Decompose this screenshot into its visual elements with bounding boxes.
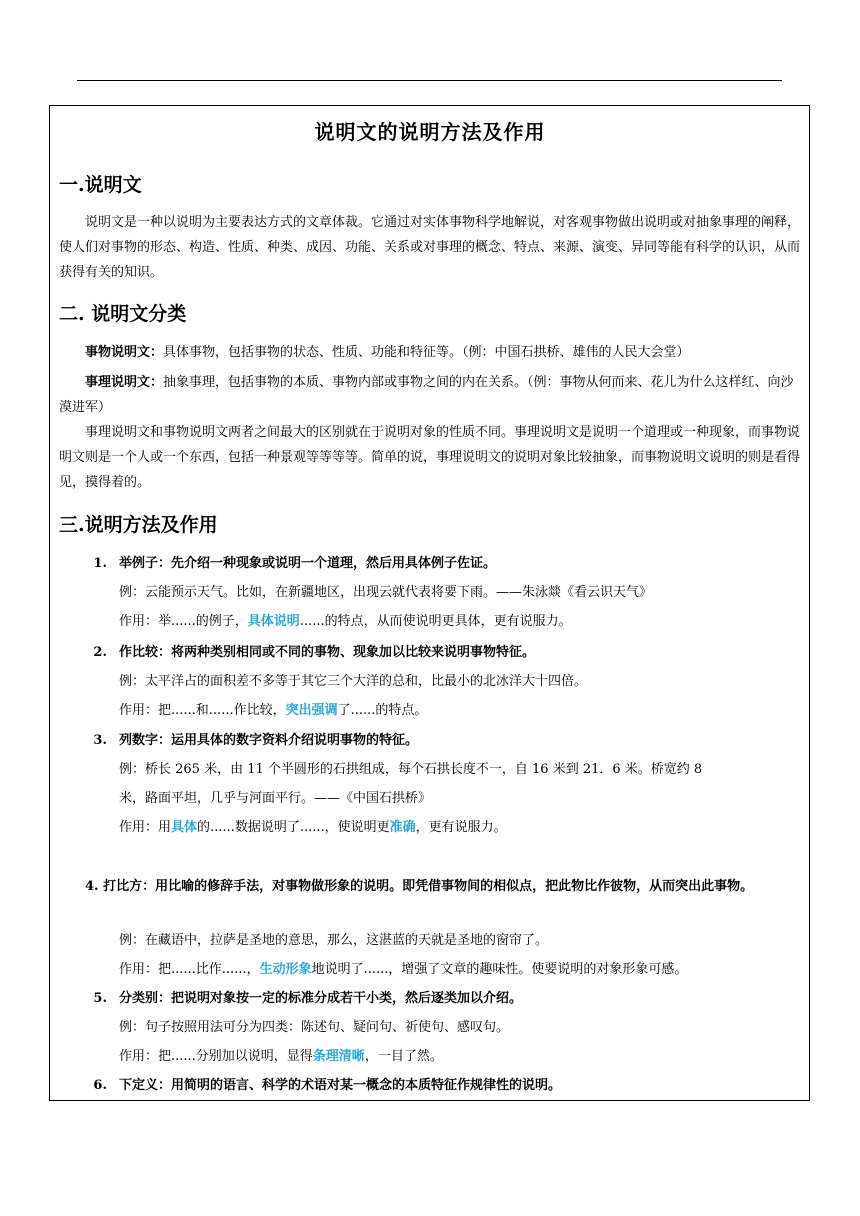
item-3-example-line-1: 例：桥长 265 米，由 11 个半圆形的石拱组成，每个石拱长度不一，自 16 米到 21．6 米。桥宽约 8: [119, 762, 703, 777]
highlight-keyword: 具体说明: [247, 614, 300, 629]
method-item-4: [59, 874, 803, 899]
effect-text: 地说明了......，增强了文章的趣味性。使要说明的对象形象可感。: [311, 962, 688, 977]
label-reason-expository: 事理说明文：: [85, 375, 164, 390]
item-5-example: 例：句子按照用法可分为四类：陈述句、疑问句、祈使句、感叹句。: [119, 1020, 510, 1035]
item-1-example: 例：云能预示天气。比如，在新疆地区，出现云就代表将要下雨。——朱泳燚《看云识天气》: [119, 585, 653, 600]
highlight-keyword: 生动形象: [259, 962, 312, 977]
method-item-5: [59, 986, 803, 1011]
effect-text: 作用：把......比作......，: [119, 962, 260, 977]
section-heading-3: 三.说明方法及作用: [59, 514, 218, 536]
effect-text: 作用：把......分别加以说明，显得: [119, 1049, 313, 1064]
section-heading-2: 二. 说明文分类: [59, 303, 187, 325]
method-item-6: [59, 1073, 803, 1098]
item-5-effect: [119, 1044, 443, 1069]
item-4-example: 例：在藏语中，拉萨是圣地的意思，那么，这湛蓝的天就是圣地的窗帘了。: [119, 933, 549, 948]
header-rule: [77, 80, 782, 81]
item-3-example-line-2: 米，路面平坦，几乎与河面平行。——《中国石拱桥》: [119, 791, 432, 806]
item-number: 1.: [93, 556, 107, 571]
item-title: 列数字：运用具体的数字资料介绍说明事物的特征。: [119, 733, 419, 748]
item-title: 分类别：把说明对象按一定的标准分成若干小类，然后逐类加以介绍。: [119, 991, 523, 1006]
item-number: 4.: [85, 879, 99, 894]
effect-text: ，更有说服力。: [415, 820, 507, 835]
highlight-keyword: 条理清晰: [312, 1049, 365, 1064]
effect-text: 了......的特点。: [337, 703, 428, 718]
method-item-2: [59, 640, 803, 665]
effect-text: ......的特点，从而使说明更具体，更有说服力。: [299, 614, 572, 629]
section-2-paragraph-3: 事理说明文和事物说明文两者之间最大的区别就在于说明对象的性质不同。事理说明文是说明一个道理或一种现象，而事物说明文则是一个人或一个东西，包括一种景观等等等等。简单的说，事理说明文的说明对象比较抽象，而事物说明文说明的则是看得见，摸得着的。: [59, 425, 801, 490]
section-2-paragraph-2: [59, 370, 803, 420]
item-2-example: 例：太平洋占的面积差不多等于其它三个大洋的总和，比最小的北冰洋大十四倍。: [119, 674, 588, 689]
effect-text: 作用：举......的例子，: [119, 614, 248, 629]
item-number: 6.: [93, 1078, 107, 1093]
section-2-paragraph-1: [59, 340, 803, 365]
reason-expository-text: 抽象事理，包括事物的本质、事物内部或事物之间的内在关系。（例：事物从何而来、花儿为什么这样红、向沙漠进军）: [59, 375, 794, 415]
item-3-effect: [119, 815, 507, 840]
highlight-keyword: 突出强调: [285, 703, 338, 718]
document-title: 说明文的说明方法及作用: [314, 120, 546, 144]
method-item-1: [59, 551, 803, 576]
section-heading-1: 一.说明文: [59, 174, 142, 196]
section-1-paragraph: 说明文是一种以说明为主要表达方式的文章体裁。它通过对实体事物科学地解说，对客观事物做出说明或对抽象事理的阐释，使人们对事物的形态、构造、性质、种类、成因、功能、关系或对事理的概念、特点、来源、演变、异同等能有科学的认识，从而获得有关的知识。: [59, 215, 801, 280]
item-title: 打比方：用比喻的修辞手法，对事物做形象的说明。即凭借事物间的相似点，把此物比作彼物，从而突出此事物。: [103, 879, 754, 894]
item-number: 3.: [93, 733, 107, 748]
highlight-keyword: 准确: [389, 820, 416, 835]
item-2-effect: [119, 698, 427, 723]
effect-text: 作用：用: [119, 820, 172, 835]
item-title: 举例子：先介绍一种现象或说明一个道理，然后用具体例子佐证。: [119, 556, 497, 571]
label-object-expository: 事物说明文：: [85, 345, 164, 360]
method-item-3: [59, 728, 803, 753]
effect-text: 作用：把......和......作比较，: [119, 703, 286, 718]
item-1-effect: [119, 609, 572, 634]
item-4-effect: [119, 957, 687, 982]
highlight-keyword: 具体: [171, 820, 198, 835]
effect-text: ，一目了然。: [364, 1049, 443, 1064]
item-title: 下定义：用简明的语言、科学的术语对某一概念的本质特征作规律性的说明。: [119, 1078, 562, 1093]
effect-text: 的......数据说明了......，使说明更: [197, 820, 390, 835]
object-expository-text: 具体事物，包括事物的状态、性质、功能和特征等。（例：中国石拱桥、雄伟的人民大会堂）: [163, 345, 690, 360]
item-number: 2.: [93, 645, 107, 660]
item-number: 5.: [93, 991, 107, 1006]
item-title: 作比较：将两种类别相同或不同的事物、现象加以比较来说明事物特征。: [119, 645, 536, 660]
